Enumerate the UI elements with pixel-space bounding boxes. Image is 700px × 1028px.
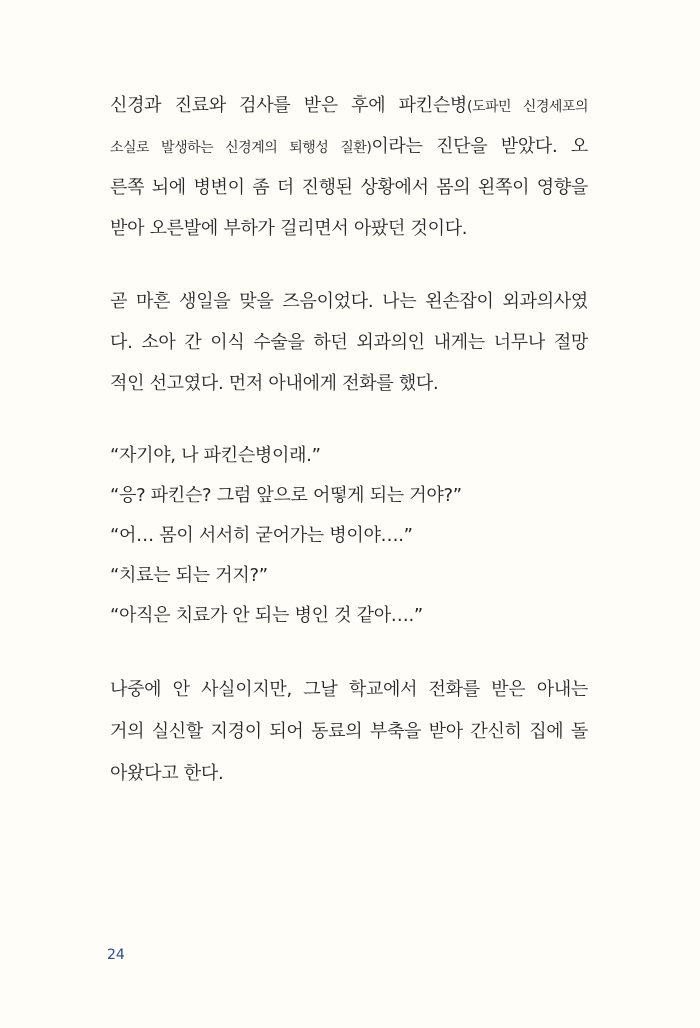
paragraph-line: 다. 소아 간 이식 수술을 하던 외과의인 내게는 너무나 절망 bbox=[110, 332, 588, 353]
paragraph-birthday bbox=[110, 292, 588, 415]
dialogue-line: “치료는 되는 거지?” bbox=[110, 565, 268, 586]
paragraph-line: 곧 마흔 생일을 맞을 즈음이었다. 나는 왼손잡이 외과의사였 bbox=[110, 291, 588, 312]
paragraph-diagnosis bbox=[110, 96, 588, 260]
text-span: 이라는 진단을 받았다. 오 bbox=[371, 136, 588, 157]
paragraph-line: 나중에 안 사실이지만, 그날 학교에서 전화를 받은 아내는 bbox=[110, 679, 588, 700]
paragraph-line: 른쪽 뇌에 병변이 좀 더 진행된 상황에서 몸의 왼쪽이 영향을 bbox=[110, 177, 588, 198]
paragraph-line bbox=[110, 137, 588, 157]
parenthetical-text: (도파민 신경세포의 bbox=[467, 99, 588, 115]
paragraph-wife bbox=[110, 680, 588, 806]
paragraph-line: 아왔다고 한다. bbox=[110, 763, 224, 784]
parenthetical-text: 소실로 발생하는 신경계의 퇴행성 질환) bbox=[110, 140, 372, 156]
paragraph-line: 적인 선고였다. 먼저 아내에게 전화를 했다. bbox=[110, 373, 439, 394]
paragraph-line: 거의 실신할 지경이 되어 동료의 부축을 받아 간신히 집에 돌 bbox=[110, 721, 588, 742]
paragraph-line bbox=[110, 96, 588, 116]
dialogue-line: “자기야, 나 파킨슨병이래.” bbox=[110, 445, 321, 466]
text-span: 신경과 진료와 검사를 받은 후에 파킨슨병 bbox=[110, 95, 468, 116]
page-number: 24 bbox=[107, 947, 125, 963]
dialogue-block bbox=[110, 446, 588, 646]
dialogue-line: “응? 파킨슨? 그럼 앞으로 어떻게 되는 거야?” bbox=[110, 485, 462, 506]
dialogue-line: “어… 몸이 서서히 굳어가는 병이야….” bbox=[110, 525, 413, 546]
dialogue-line: “아직은 치료가 안 되는 병인 것 같아….” bbox=[110, 605, 423, 626]
paragraph-line: 받아 오른발에 부하가 걸리면서 아팠던 것이다. bbox=[110, 218, 468, 239]
